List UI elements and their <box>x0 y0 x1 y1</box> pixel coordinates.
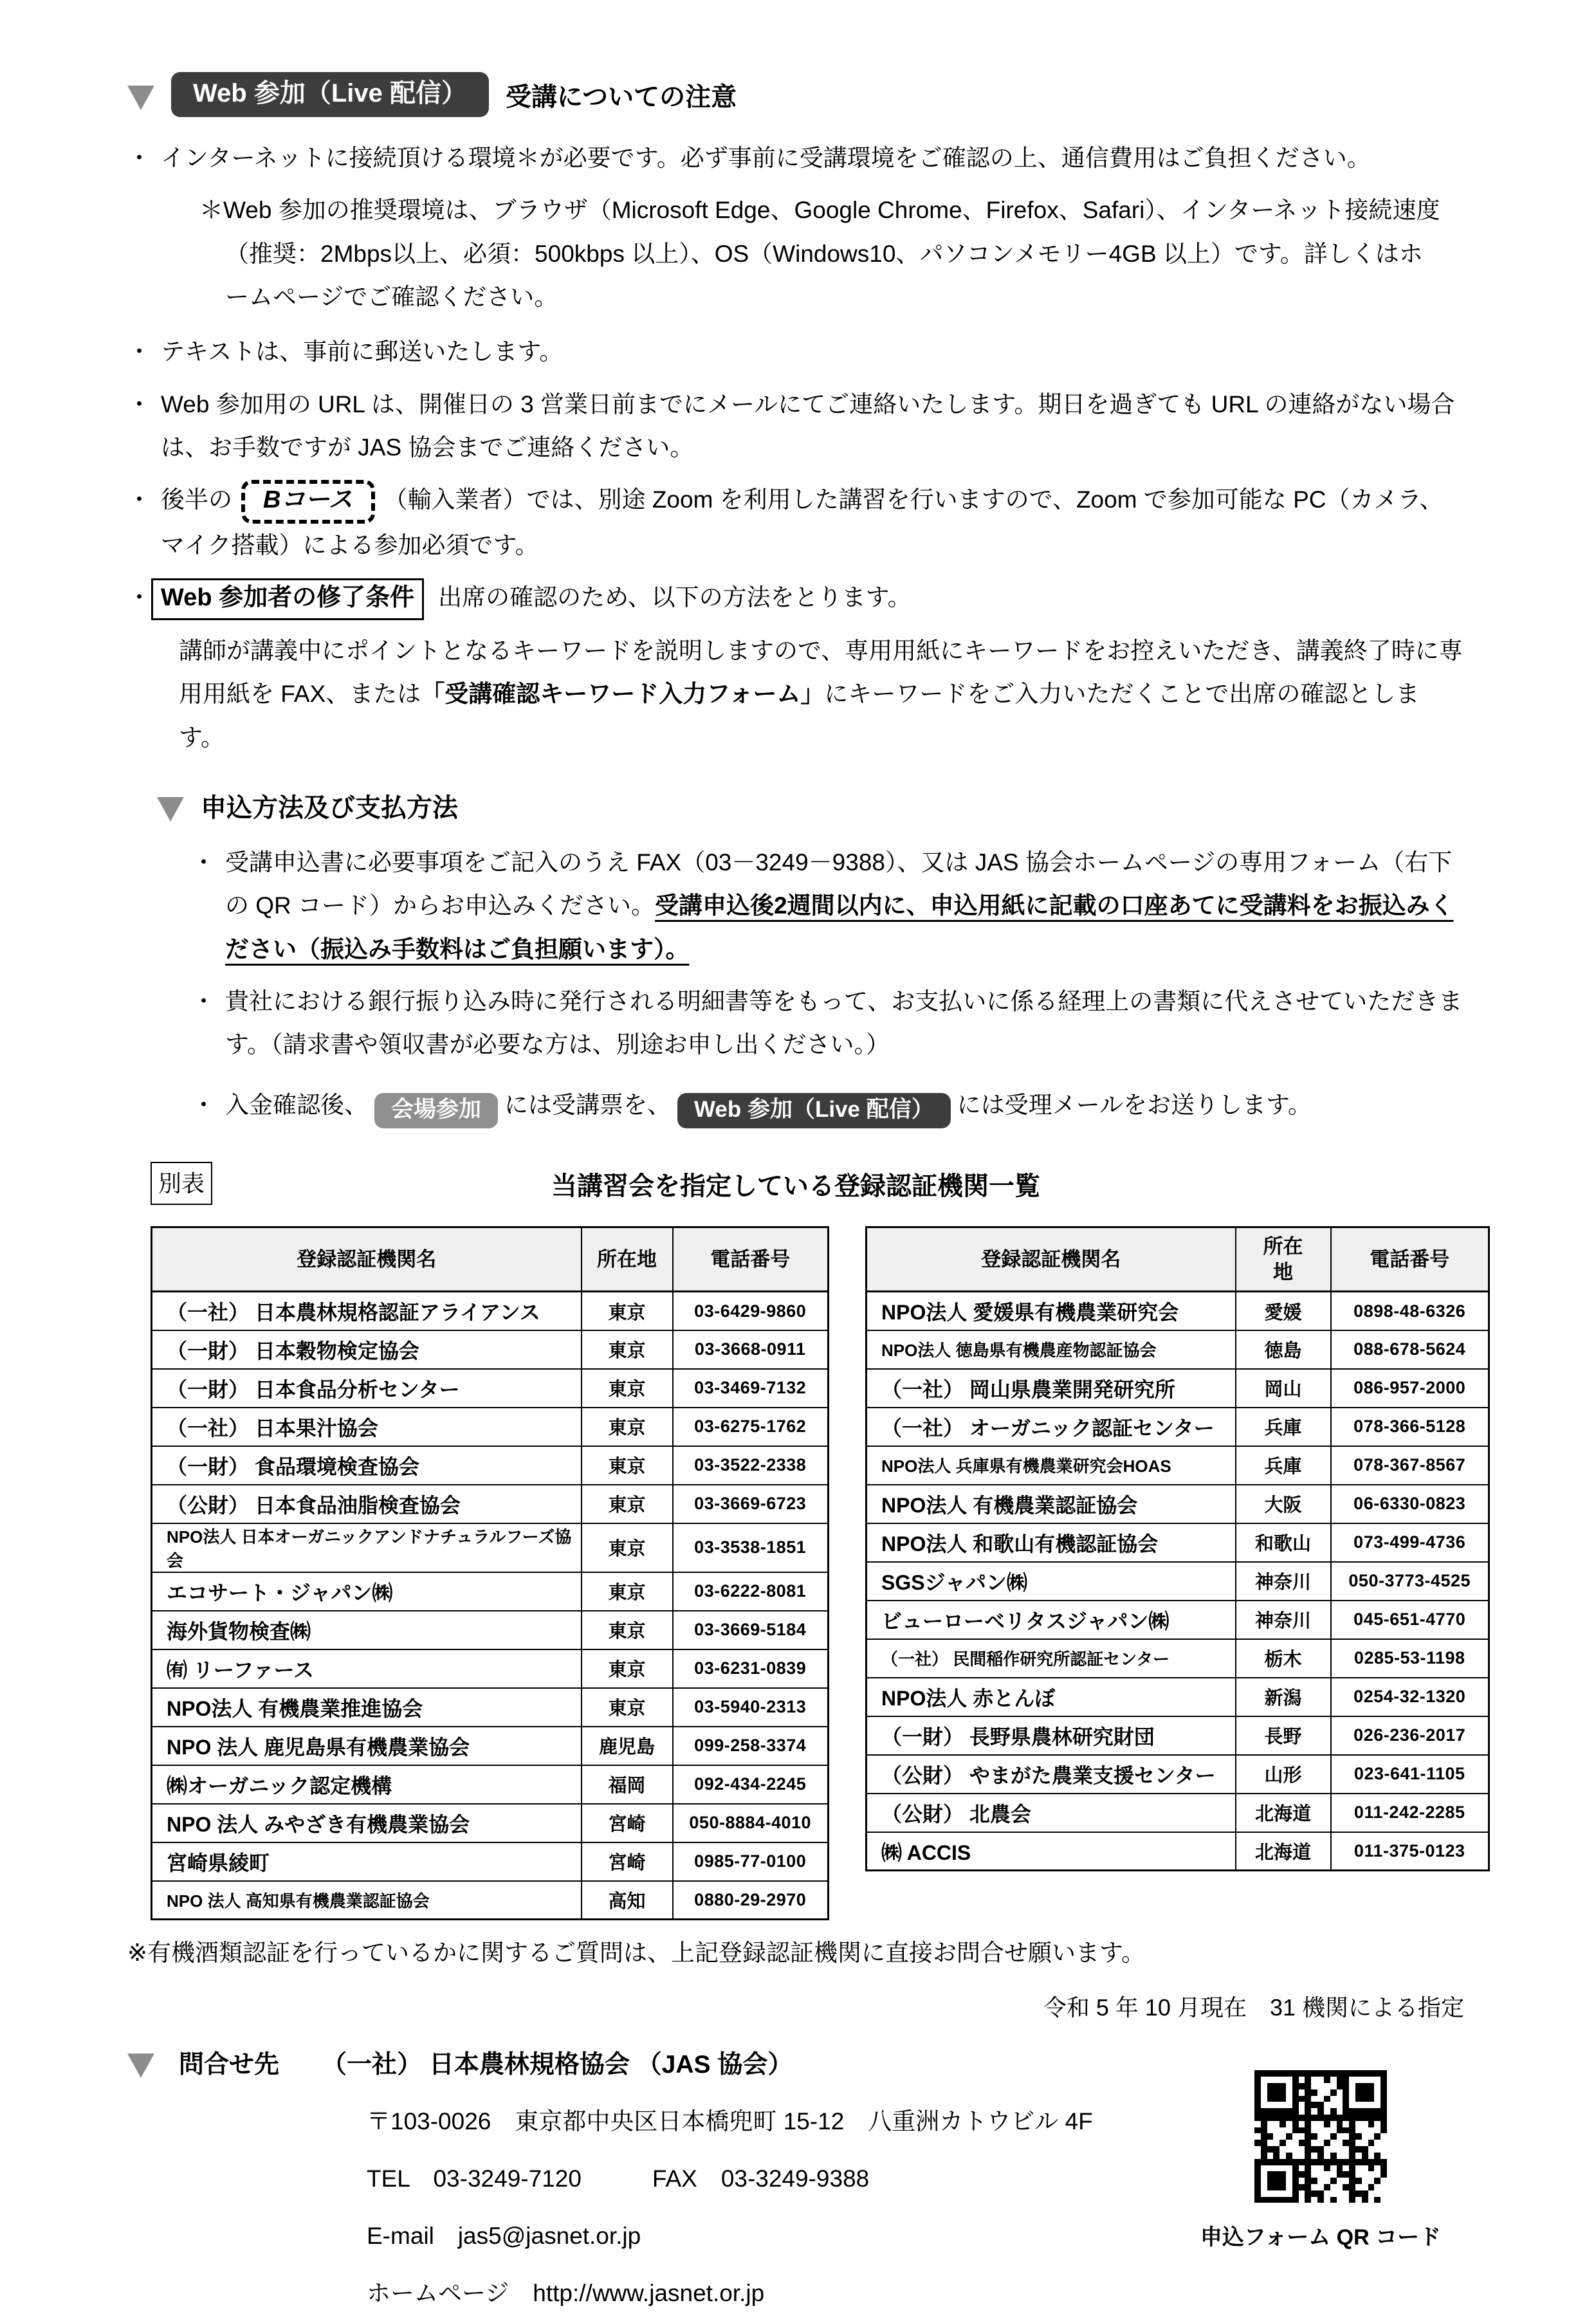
org-name-cell: （公財） 日本食品油脂検査協会 <box>152 1485 582 1523</box>
venue-participation-badge: 会場参加 <box>374 1093 498 1129</box>
phone-cell: 03-3669-5184 <box>673 1611 829 1649</box>
phone-cell: 011-242-2285 <box>1331 1794 1489 1832</box>
location-cell: 東京 <box>582 1292 673 1330</box>
org-name-cell: （一財） 長野県農林研究財団 <box>867 1716 1236 1755</box>
keyword-confirmation-paragraph <box>179 629 1464 759</box>
col-header-location <box>1236 1227 1331 1292</box>
bullet-textbook <box>127 330 1464 373</box>
table-row <box>152 1842 829 1881</box>
table-row <box>867 1716 1489 1755</box>
table-row <box>867 1408 1489 1446</box>
phone-cell: 086-957-2000 <box>1331 1369 1489 1408</box>
col-header-phone: 電話番号 <box>673 1227 829 1292</box>
org-name-cell: NPO法人 有機農業認証協会 <box>867 1485 1236 1523</box>
table-row <box>867 1639 1489 1678</box>
location-cell: 東京 <box>582 1408 673 1446</box>
org-name-cell: NPO 法人 高知県有機農業認証協会 <box>152 1881 582 1920</box>
phone-cell: 078-367-8567 <box>1331 1446 1489 1485</box>
certification-tables <box>151 1226 1471 1920</box>
location-cell: 福岡 <box>582 1765 673 1804</box>
section-marker-triangle <box>127 2053 154 2078</box>
payment-deadline-emphasis: 受講申込後2週間以内に、申込用紙に記載の口座あてに受講料をお振込みください（振込み手数料はご負担願います）。 <box>225 892 1454 962</box>
location-cell: 東京 <box>582 1523 673 1572</box>
org-name-cell: NPO法人 和歌山有機認証協会 <box>867 1523 1236 1562</box>
location-cell: 東京 <box>582 1446 673 1485</box>
location-cell: 長野 <box>1236 1716 1331 1755</box>
phone-cell: 03-6231-0839 <box>673 1649 829 1688</box>
bullet-marker: ・ <box>192 987 216 1015</box>
table-row <box>152 1688 829 1727</box>
designation-date-note: 令和 5 年 10 月現在 31 機関による指定 <box>1043 1994 1464 2021</box>
table-row <box>867 1485 1489 1523</box>
bullet-b-course <box>127 478 1464 567</box>
location-cell: 和歌山 <box>1236 1523 1331 1562</box>
bullet-marker: ・ <box>127 338 151 365</box>
bullet-after-payment <box>192 1083 1464 1129</box>
completion-condition-text: 出席の確認のため、以下の方法をとります。 <box>438 583 912 611</box>
table-body-left <box>152 1292 829 1920</box>
table-row <box>152 1523 829 1572</box>
org-name-cell: 宮崎県綾町 <box>152 1842 582 1881</box>
phone-cell: 03-5940-2313 <box>673 1688 829 1727</box>
phone-cell: 0985-77-0100 <box>673 1842 829 1881</box>
location-cell: 神奈川 <box>1236 1562 1331 1601</box>
phone-cell: 050-3773-4525 <box>1331 1562 1489 1601</box>
application-heading-text: 申込方法及び支払方法 <box>201 794 458 822</box>
location-cell: 宮崎 <box>582 1804 673 1842</box>
org-name-cell: （一社） 日本果汁協会 <box>152 1408 582 1446</box>
col-header-location-text: 所在地 <box>1263 1235 1303 1283</box>
phone-cell: 03-3469-7132 <box>673 1369 829 1408</box>
org-name-cell: NPO 法人 みやざき有機農業協会 <box>152 1804 582 1842</box>
col-header-org-name: 登録認証機関名 <box>867 1227 1236 1292</box>
table-header-row <box>867 1227 1489 1292</box>
certification-table-left <box>151 1226 829 1920</box>
after-payment-pre-text: 入金確認後、 <box>225 1091 368 1118</box>
location-cell: 徳島 <box>1236 1330 1331 1369</box>
table-row <box>867 1292 1489 1330</box>
contact-fax: FAX 03-3249-9388 <box>652 2165 870 2192</box>
bullet-text: 貴社における銀行振り込み時に発行される明細書等をもって、お支払いに係る経理上の書類に代えさせていただきます。（請求書や領収書が必要な方は、別途お申し出ください。） <box>225 987 1463 1058</box>
application-section <box>127 787 1464 1128</box>
bullet-marker: ・ <box>192 1091 216 1118</box>
b-course-pre-text: 後半の <box>161 486 232 513</box>
section-marker-triangle <box>127 86 154 110</box>
location-cell: 北海道 <box>1236 1794 1331 1832</box>
phone-cell: 03-3522-2338 <box>673 1446 829 1485</box>
table-row <box>152 1408 829 1446</box>
org-name-cell: （一財） 日本食品分析センター <box>152 1369 582 1408</box>
bullet-marker: ・ <box>127 390 151 418</box>
phone-cell: 0880-29-2970 <box>673 1881 829 1920</box>
location-cell: 東京 <box>582 1649 673 1688</box>
table-row <box>867 1832 1489 1871</box>
table-row <box>867 1755 1489 1794</box>
table-row <box>152 1330 829 1369</box>
bullet-text <box>151 576 1464 620</box>
org-name-cell: ㈲ リーファース <box>152 1649 582 1688</box>
table-row <box>152 1727 829 1765</box>
org-name-cell: NPO法人 日本オーガニックアンドナチュラルフーズ協会 <box>152 1523 582 1572</box>
table-row <box>867 1601 1489 1639</box>
phone-cell: 03-6275-1762 <box>673 1408 829 1446</box>
organic-liquor-footnote: ※有機酒類認証を行っているかに関するご質問は、上記登録認証機関に直接お問合せ願います。 <box>127 1940 1146 1967</box>
location-cell: 兵庫 <box>1236 1408 1331 1446</box>
phone-cell: 045-651-4770 <box>1331 1601 1489 1639</box>
appendix-label-box: 別表 <box>151 1162 212 1205</box>
bullet-marker: ・ <box>192 849 216 876</box>
org-name-cell: （一社） 日本農林規格認証アライアンス <box>152 1292 582 1330</box>
location-cell: 東京 <box>582 1572 673 1611</box>
location-cell: 北海道 <box>1236 1832 1331 1871</box>
location-cell: 山形 <box>1236 1755 1331 1794</box>
bullet-text: インターネットに接続頂ける環境＊が必要です。必ず事前に受講環境をご確認の上、通信費用はご負担ください。 <box>161 145 1371 171</box>
table-row <box>867 1678 1489 1716</box>
notice-heading-text: 受講についての注意 <box>505 82 737 111</box>
contact-tel: TEL 03-3249-7120 <box>367 2165 582 2192</box>
table-title: 当講習会を指定している登録認証機関一覧 <box>551 1172 1040 1201</box>
b-course-post-text: （輸入業者）では、別途 Zoom を利用した講習を行いますので、Zoom で参加可能な PC（カメラ、マイク搭載）による参加必須です。 <box>161 486 1444 558</box>
bullet-text <box>161 478 1464 567</box>
col-header-location: 所在地 <box>582 1227 673 1292</box>
after-payment-post-text: には受理メールをお送りします。 <box>957 1091 1312 1118</box>
table-row <box>152 1611 829 1649</box>
org-name-cell: SGSジャパン㈱ <box>867 1562 1236 1601</box>
table-body-right <box>867 1292 1489 1871</box>
table-row <box>152 1804 829 1842</box>
phone-cell: 026-236-2017 <box>1331 1716 1489 1755</box>
paragraph-pre-text: 講師が講義中にポイントとなるキーワードを説明しますので、専用用紙にキーワードをお控えいただき、講義終了時に専用用紙を FAX、または <box>179 638 1463 708</box>
bullet-marker: ・ <box>127 145 151 171</box>
location-cell: 高知 <box>582 1881 673 1920</box>
phone-cell: 03-3668-0911 <box>673 1330 829 1369</box>
org-name-cell: （公財） やまがた農業支援センター <box>867 1755 1236 1794</box>
application-section-heading <box>157 787 1464 824</box>
table-row <box>152 1485 829 1523</box>
phone-cell: 099-258-3374 <box>673 1727 829 1765</box>
org-name-cell: NPO 法人 鹿児島県有機農業協会 <box>152 1727 582 1765</box>
table-row <box>152 1649 829 1688</box>
bullet-bank-transfer <box>192 980 1464 1067</box>
phone-cell: 092-434-2245 <box>673 1765 829 1804</box>
table-row <box>152 1765 829 1804</box>
web-participation-inline-badge: Web 参加（Live 配信） <box>677 1093 951 1129</box>
phone-cell: 050-8884-4010 <box>673 1804 829 1842</box>
location-cell: 東京 <box>582 1688 673 1727</box>
table-row <box>152 1292 829 1330</box>
section-marker-triangle <box>157 797 184 822</box>
location-cell: 宮崎 <box>582 1842 673 1881</box>
org-name-cell: ㈱ ACCIS <box>867 1832 1236 1871</box>
phone-cell: 0285-53-1198 <box>1331 1639 1489 1678</box>
completion-condition-box: Web 参加者の修了条件 <box>151 578 424 620</box>
table-row <box>867 1523 1489 1562</box>
table-row <box>867 1794 1489 1832</box>
table-row <box>152 1881 829 1920</box>
col-header-phone: 電話番号 <box>1331 1227 1489 1292</box>
phone-cell: 023-641-1105 <box>1331 1755 1489 1794</box>
phone-cell: 078-366-5128 <box>1331 1408 1489 1446</box>
location-cell: 愛媛 <box>1236 1292 1331 1330</box>
location-cell: 兵庫 <box>1236 1446 1331 1485</box>
keyword-form-bold-text: 「受講確認キーワード入力フォーム」 <box>421 681 825 708</box>
qr-code-label: 申込フォーム QR コード <box>1200 2225 1442 2250</box>
org-name-cell: （一財） 食品環境検査協会 <box>152 1446 582 1485</box>
application-bullet-list <box>192 841 1464 1128</box>
location-cell: 東京 <box>582 1369 673 1408</box>
phone-cell: 06-6330-0823 <box>1331 1485 1489 1523</box>
bullet-marker: ・ <box>127 583 151 611</box>
table-row <box>867 1369 1489 1408</box>
org-name-cell: ㈱オーガニック認定機構 <box>152 1765 582 1804</box>
phone-cell: 03-6429-9860 <box>673 1292 829 1330</box>
notice-bullet-list <box>127 136 1464 759</box>
phone-cell: 088-678-5624 <box>1331 1330 1489 1369</box>
org-name-cell: NPO法人 愛媛県有機農業研究会 <box>867 1292 1236 1330</box>
location-cell: 新潟 <box>1236 1678 1331 1716</box>
org-name-cell: （公財） 北農会 <box>867 1794 1236 1832</box>
location-cell: 東京 <box>582 1330 673 1369</box>
table-row <box>867 1330 1489 1369</box>
note-recommended-env: ＊Web 参加の推奨環境は、ブラウザ（Microsoft Edge、Google Chrome、Firefox、Safari）、インターネット接続速度（推奨：2Mbps以上、必須：500kbps 以上）、OS（Windows10、パソコンメモリー4GB 以上）です。詳しくはホームページでご確認ください。 <box>199 197 1440 310</box>
phone-cell: 011-375-0123 <box>1331 1832 1489 1871</box>
bullet-completion-condition <box>127 576 1464 620</box>
qr-code <box>1254 2070 1387 2203</box>
contact-organization: （一社） 日本農林規格協会 （JAS 協会） <box>322 2051 793 2079</box>
phone-cell: 073-499-4736 <box>1331 1523 1489 1562</box>
location-cell: 東京 <box>582 1485 673 1523</box>
bullet-text: テキストは、事前に郵送いたします。 <box>161 338 564 365</box>
org-name-cell: （一社） 民間稲作研究所認証センター <box>867 1639 1236 1678</box>
table-row <box>152 1572 829 1611</box>
paragraph-post-text: にキーワードをご入力いただくことで出席の確認とします。 <box>179 681 1420 751</box>
bullet-application-form <box>192 841 1464 971</box>
table-row <box>152 1446 829 1485</box>
bullet-internet-env <box>127 136 1464 179</box>
contact-section <box>127 2044 1464 2314</box>
b-course-badge: Bコース <box>241 480 375 523</box>
contact-label: 問合せ先 <box>179 2051 280 2079</box>
location-cell: 東京 <box>582 1611 673 1649</box>
org-name-cell: （一社） オーガニック認証センター <box>867 1408 1236 1446</box>
org-name-cell: エコサート・ジャパン㈱ <box>152 1572 582 1611</box>
phone-cell: 03-3538-1851 <box>673 1523 829 1572</box>
table-row <box>867 1562 1489 1601</box>
certification-table-right <box>865 1226 1490 1871</box>
table-row <box>867 1446 1489 1485</box>
qr-block <box>1200 2070 1442 2251</box>
bullet-text: Web 参加用の URL は、開催日の 3 営業日前までにメールにてご連絡いたします。期日を過ぎても URL の連絡がない場合は、お手数ですが JAS 協会までご連絡ください。 <box>161 390 1455 461</box>
org-name-cell: 海外貨物検査㈱ <box>152 1611 582 1649</box>
after-payment-mid-text: には受講票を、 <box>504 1091 672 1118</box>
phone-cell: 03-3669-6723 <box>673 1485 829 1523</box>
application-pre-text: 受講申込書に必要事項をご記入のうえ FAX（03－3249－9388）、又は JAS 協会ホームページの専用フォーム（右下の QR コード）からお申込みください。 <box>225 849 1453 919</box>
table-title-row <box>127 1162 1464 1209</box>
contact-address: 〒103-0026 東京都中央区日本橋兜町 15-12 八重洲カトウビル 4F <box>367 2108 1093 2135</box>
phone-cell: 0898-48-6326 <box>1331 1292 1489 1330</box>
org-name-cell: NPO法人 有機農業推進協会 <box>152 1688 582 1727</box>
location-cell: 鹿児島 <box>582 1727 673 1765</box>
org-name-cell: NPO法人 徳島県有機農産物認証協会 <box>867 1330 1236 1369</box>
phone-cell: 03-6222-8081 <box>673 1572 829 1611</box>
bullet-text <box>225 841 1464 971</box>
web-participation-badge: Web 参加（Live 配信） <box>171 72 489 117</box>
org-name-cell: （一社） 岡山県農業開発研究所 <box>867 1369 1236 1408</box>
location-cell: 栃木 <box>1236 1639 1331 1678</box>
location-cell: 岡山 <box>1236 1369 1331 1408</box>
org-name-cell: NPO法人 赤とんぼ <box>867 1678 1236 1716</box>
org-name-cell: NPO法人 兵庫県有機農業研究会HOAS <box>867 1446 1236 1485</box>
location-cell: 大阪 <box>1236 1485 1331 1523</box>
contact-email: E-mail jas5@jasnet.or.jp <box>367 2222 641 2249</box>
bullet-text <box>225 1083 1464 1129</box>
notice-section-heading <box>127 72 1464 117</box>
bullet-marker: ・ <box>127 486 151 513</box>
org-name-cell: （一財） 日本穀物検定協会 <box>152 1330 582 1369</box>
org-name-cell: ビューローベリタスジャパン㈱ <box>867 1601 1236 1639</box>
table-header-row <box>152 1227 829 1292</box>
location-cell: 神奈川 <box>1236 1601 1331 1639</box>
phone-cell: 0254-32-1320 <box>1331 1678 1489 1716</box>
col-header-org-name: 登録認証機関名 <box>152 1227 582 1292</box>
table-row <box>152 1369 829 1408</box>
bullet-url-notice <box>127 383 1464 470</box>
contact-homepage: ホームページ http://www.jasnet.or.jp <box>367 2279 765 2306</box>
